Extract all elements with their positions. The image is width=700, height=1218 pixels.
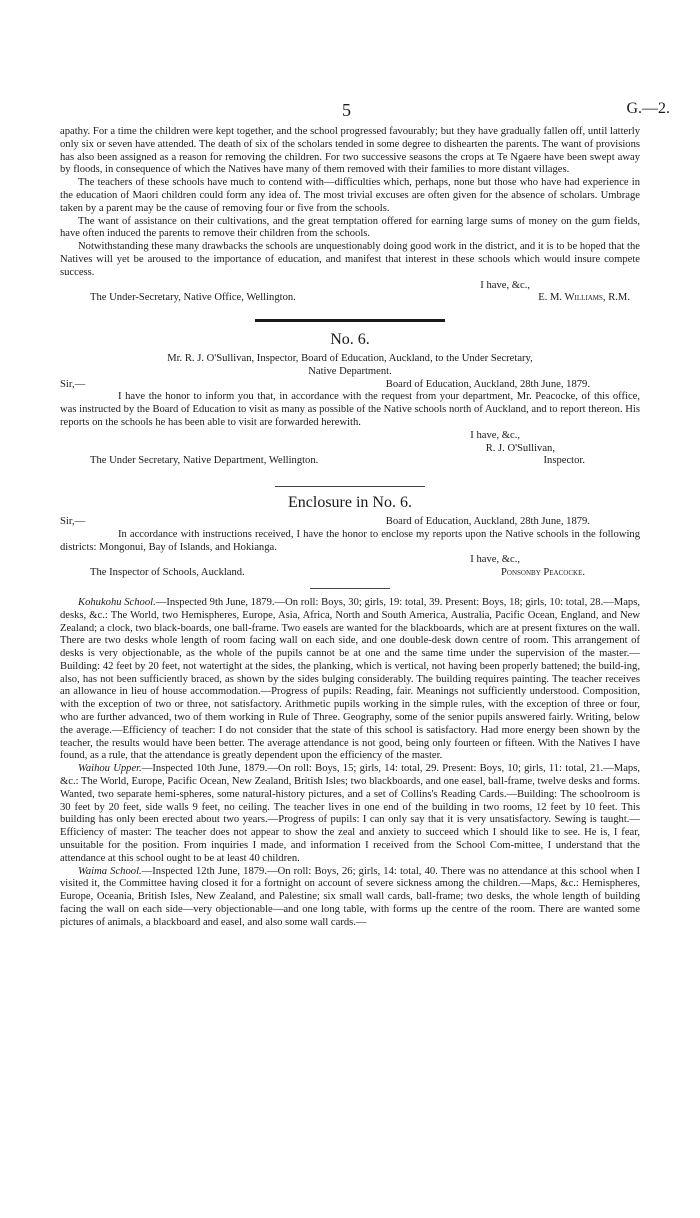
section-divider xyxy=(275,486,425,487)
letter-title: Mr. R. J. O'Sullivan, Inspector, Board of Education, Auckland, to the Under Secretary, xyxy=(167,352,533,364)
paragraph: I have the honor to inform you that, in accordance with the request from your department, Mr. Peacocke, of this office, was instructed by the Board of Education to visit as many as possible of the Native schools north of Auckland, and to report thereon. His reports on the schools he has been able to visit are forwarded herewith. xyxy=(60,391,640,428)
signature-row xyxy=(60,292,640,305)
section-heading: Enclosure in No. 6. xyxy=(288,494,412,512)
signature-title: Inspector. xyxy=(543,455,585,467)
letter-title: Native Department. xyxy=(308,365,392,377)
letter-date: Board of Education, Auckland, 28th June, 1879. xyxy=(385,515,590,527)
report-paragraph xyxy=(60,866,640,930)
signature: R. J. O'Sullivan, xyxy=(485,442,555,454)
page-number: 5 xyxy=(342,100,351,120)
addressee: The Inspector of Schools, Auckland. xyxy=(90,567,245,579)
report-title: Kohukohu School. xyxy=(78,596,156,608)
report-paragraph xyxy=(60,763,640,865)
paragraph: In accordance with instructions received, I have the honor to enclose my reports upon the Native schools in the following districts: Mongonui, Bay of Islands, and Hokianga. xyxy=(60,528,640,553)
section-divider xyxy=(310,588,390,589)
letter-date: Board of Education, Auckland, 28th June, 1879. xyxy=(385,378,590,390)
document-body xyxy=(60,126,640,930)
section-heading: No. 6. xyxy=(330,331,370,349)
report-text: —Inspected 12th June, 1879.—On roll: Boys, 26; girls, 14: total, 40. There was no attendance at this school when I visited it, the Committee having closed it for a fortnight on account of severe sickness among the children.—Maps, &c.: Hemispheres, Europe, Oceania, British Isles, New Zealand, and Palestine; six small wall cards, ball-frame; two desks, the whole length of building facing the wall on each side—very objectionable—and one long table, with forms up the centre of the room. There are wanted some pictures of animals, a blackboard and easel, and also some wall cards.— xyxy=(60,865,640,928)
closing: I have, &c., xyxy=(480,279,530,291)
paragraph: apathy. For a time the children were kept together, and the school progressed favourably; but they have gradually fallen off, until latterly only six or seven have attended. The death of six of the scholars tended in some degree to dishearten the parents. The want of provisions has also been assigned as a reason for removing the children. For two successive seasons the crops at Te Ngaere have been swept away by floods, in consequence of which the Natives have many of them removed with their families to more distant villages. xyxy=(60,126,640,176)
salutation-row xyxy=(60,516,640,529)
signature: Ponsonby Peacocke. xyxy=(501,567,585,579)
report-title: Waihou Upper. xyxy=(78,763,142,775)
salutation: Sir,— xyxy=(60,378,86,390)
salutation-row xyxy=(60,379,640,392)
closing: I have, &c., xyxy=(470,554,520,566)
signature-row xyxy=(60,455,640,468)
closing: I have, &c., xyxy=(470,429,520,441)
signature: E. M. Williams, R.M. xyxy=(538,292,630,304)
addressee: The Under-Secretary, Native Office, Wellington. xyxy=(90,292,296,304)
paragraph: The want of assistance on their cultivations, and the great temptation offered for earning large sums of money on the gum fields, have often induced the parents to remove their children from the schools. xyxy=(60,215,640,240)
paragraph: Notwithstanding these many drawbacks the schools are unquestionably doing good work in the district, and it is to be hoped that the Natives will yet be aroused to the importance of education, and manifest that interest in these schools which would insure compete success. xyxy=(60,241,640,278)
signature-row xyxy=(60,567,640,580)
salutation: Sir,— xyxy=(60,515,86,527)
addressee: The Under Secretary, Native Department, Wellington. xyxy=(90,455,319,467)
paragraph: The teachers of these schools have much to contend with—difficulties which, perhaps, none but those who have had experience in the education of Maori children could form any idea of. The most trivial excuses are often given for the absence of scholars. Umbrage taken by a parent may be the cause of removing four or five from the schools. xyxy=(60,177,640,214)
report-title: Waima School. xyxy=(78,865,142,877)
page-header xyxy=(60,100,670,124)
report-text: —Inspected 10th June, 1879.—On roll: Boys, 15; girls, 14: total, 29. Present: Boys, 10; girls, 11: total, 21.—Maps, &c.: The World, Europe, Pacific Ocean, New Zealand, British Isles; two blackboards, and one easel, ball-frame, twelve desks and forms. Wanted, two separate hemi-spheres, some natural-history pictures, and a set of Collins's Reading Cards.—Building: The schoolroom is 30 feet by 20 feet, side walls 9 feet, no ceiling. The teacher lives in one end of the building in two rooms, 12 feet by 10 feet. This building has only been erected about two years.—Progress of pupils: I can only say that it is very unsatisfactory. Sewing is taught.—Efficiency of master: The teacher does not appear to show the zeal and anxiety to succeed which I should like to see. He is, I fear, unsuitable for the position. From inquiries I made, and information I received from the School Com-mittee, I understand that the attendance at this school ought to be at least 40 children. xyxy=(60,763,640,864)
section-divider xyxy=(255,319,445,322)
document-reference: G.—2. xyxy=(626,100,670,117)
report-paragraph xyxy=(60,597,640,763)
report-text: —Inspected 9th June, 1879.—On roll: Boys, 30; girls, 19: total, 39. Present: Boys, 18; girls, 10: total, 28.—Maps, desks, &c.: The World, two Hemispheres, Europe, Asia, Africa, North and South America, Australia, Pacific Ocean, England, and New Zealand; a clock, two black-boards, one ball-frame. Two easels are wanted for the blackboards, which are at present fixtures on the wall. There are two desks whole length of room facing wall on each side, and one double-desk down centre of room. This arrangement of desks is very objectionable, as the whole of the pupils cannot be at one and the same time under the supervision of the master.—Building: 42 feet by 20 feet, not watertight at the sides, the planking, which is vertical, not having been properly battened; the build-ing, also, has not been sufficiently braced, as shown by the sides bulging considerably. The building requires painting. The teacher receives an allowance in lieu of house accommodation.—Progress of pupils: Reading, fair. Meanings not sufficiently understood. Composition, with the exception of two or three, not satisfactory. Arithmetic pupils working in the simple rules, with the exception of three or four, who are further advanced, two of them working in Rule of Three. Geography, some of the senior pupils answered fairly. Writing, below the average.—Efficiency of teacher: I do not consider that the state of this school is satisfactory. Had more energy been shown by the teacher, the results would have been better. The average attendance is not good, being only fourteen or fifteen. With the Natives I have found, as a rule, that the attendance is greatly dependent upon the efficiency of the master. xyxy=(60,596,640,762)
